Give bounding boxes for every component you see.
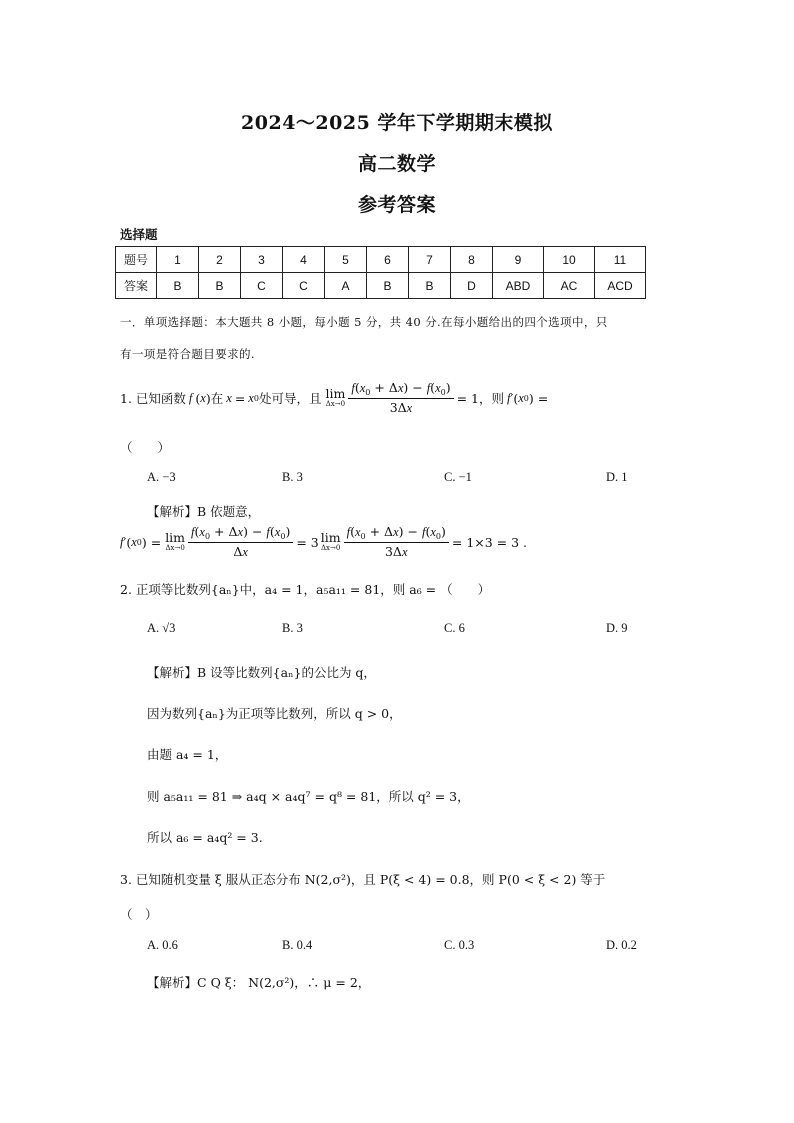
table-cell: ABD <box>493 273 544 299</box>
analysis-label: 【解析】B <box>147 665 207 680</box>
table-cell: 10 <box>544 247 595 273</box>
q3-analysis <box>147 973 370 991</box>
q1-option-d: D. 1 <box>606 470 628 484</box>
analysis-text: 设等比数列{aₙ}的公比为 q， <box>210 665 376 680</box>
section-intro-line2: 有一项是符合题目要求的. <box>120 347 255 361</box>
q1-option-c: C. −1 <box>444 470 472 484</box>
q1-option-a: A. −3 <box>147 470 176 484</box>
q3-option-c: C. 0.3 <box>444 938 475 952</box>
q2-option-d: D. 9 <box>606 621 628 635</box>
q1-stem: 1. 已知函数 f ( x ) 在 x = x 0 处可导，且 lim Δx→0 $\frac{f(x_0 + \Delta x) - f(x_0)}{3\Delta x}$ = 1 ，则 f ′( x 0 ) = <box>120 380 549 415</box>
table-row <box>116 273 646 299</box>
table-cell: 8 <box>451 247 493 273</box>
q2-analysis-line: 由题 a₄ = 1， <box>147 747 228 762</box>
q2-stem: 2. 正项等比数列{aₙ}中，a₄ = 1，a₅a₁₁ = 81，则 a₆ = （ ） <box>120 582 491 597</box>
q1-option-b: B. 3 <box>282 470 303 484</box>
table-cell: 1 <box>157 247 199 273</box>
table-cell: ACD <box>595 273 646 299</box>
table-cell: 5 <box>325 247 367 273</box>
q3-option-b: B. 0.4 <box>282 938 313 952</box>
answer-table-label: 选择题 <box>120 227 158 242</box>
q3-stem: 3. 已知随机变量 ξ 服从正态分布 N(2,σ²)，且 P(ξ < 4) = 0.8，则 P(0 < ξ < 2) 等于 <box>120 872 606 887</box>
analysis-text: Q ξ： N(2,σ²)，∴ μ = 2， <box>210 975 371 990</box>
q3-paren: （ ） <box>120 907 158 922</box>
q2-option-c: C. 6 <box>444 621 465 635</box>
table-cell: AC <box>544 273 595 299</box>
analysis-text: 依题意， <box>210 504 261 519</box>
q1-stem-part: 在 <box>210 391 224 406</box>
q1-paren: （ ） <box>120 440 171 455</box>
table-cell: C <box>241 273 283 299</box>
table-cell: 7 <box>409 247 451 273</box>
q2-analysis-line: 因为数列{aₙ}为正项等比数列，所以 q > 0， <box>147 706 402 721</box>
q3-option-d: D. 0.2 <box>606 938 637 952</box>
table-cell: B <box>199 273 241 299</box>
table-cell: 11 <box>595 247 646 273</box>
section-intro-line1: 一．单项选择题：本大题共 8 小题，每小题 5 分，共 40 分.在每小题给出的四个选项中，只 <box>120 315 608 329</box>
doc-type-title: 参考答案 <box>357 194 436 216</box>
table-cell: B <box>367 273 409 299</box>
q2-analysis-line <box>147 663 376 681</box>
table-cell: 6 <box>367 247 409 273</box>
table-cell: 2 <box>199 247 241 273</box>
analysis-label: 【解析】C <box>147 975 207 990</box>
q2-analysis-line: 则 a₅a₁₁ = 81 ⇒ a₄q × a₄q⁷ = q⁸ = 81，所以 q² = 3， <box>147 789 470 804</box>
table-cell: 4 <box>283 247 325 273</box>
q3-option-a: A. 0.6 <box>147 938 178 952</box>
table-cell: 9 <box>493 247 544 273</box>
page-title: 2024～2025 学年下学期期末模拟 <box>241 112 553 134</box>
table-cell: B <box>157 273 199 299</box>
q1-stem-part: ，则 <box>479 391 505 406</box>
table-cell: 3 <box>241 247 283 273</box>
analysis-label: 【解析】B <box>147 504 207 519</box>
table-cell: C <box>283 273 325 299</box>
q2-analysis-line: 所以 a₆ = a₄q² = 3. <box>147 830 263 845</box>
table-cell: A <box>325 273 367 299</box>
table-header-cell: 答案 <box>116 273 157 299</box>
subject-title: 高二数学 <box>357 153 436 175</box>
q1-analysis <box>147 502 260 520</box>
q1-stem-part: 1. 已知函数 <box>120 391 186 406</box>
answer-table <box>115 246 646 299</box>
q1-stem-part: 处可导，且 <box>258 391 322 406</box>
q2-option-b: B. 3 <box>282 621 303 635</box>
table-row <box>116 247 646 273</box>
q1-solution-formula: f ′( x 0 ) = lim Δx→0 $\frac{f(x_0 + \Delta x) - f(x_0)}{\Delta x}$ = 3 lim Δx→0 $\frac{f(x_0 + \Delta x) - f(x_0)}{3\Delta x}$ = 1×3 = 3 . <box>120 524 528 559</box>
table-header-cell: 题号 <box>116 247 157 273</box>
q2-option-a: A. √3 <box>147 621 176 635</box>
table-cell: B <box>409 273 451 299</box>
table-cell: D <box>451 273 493 299</box>
